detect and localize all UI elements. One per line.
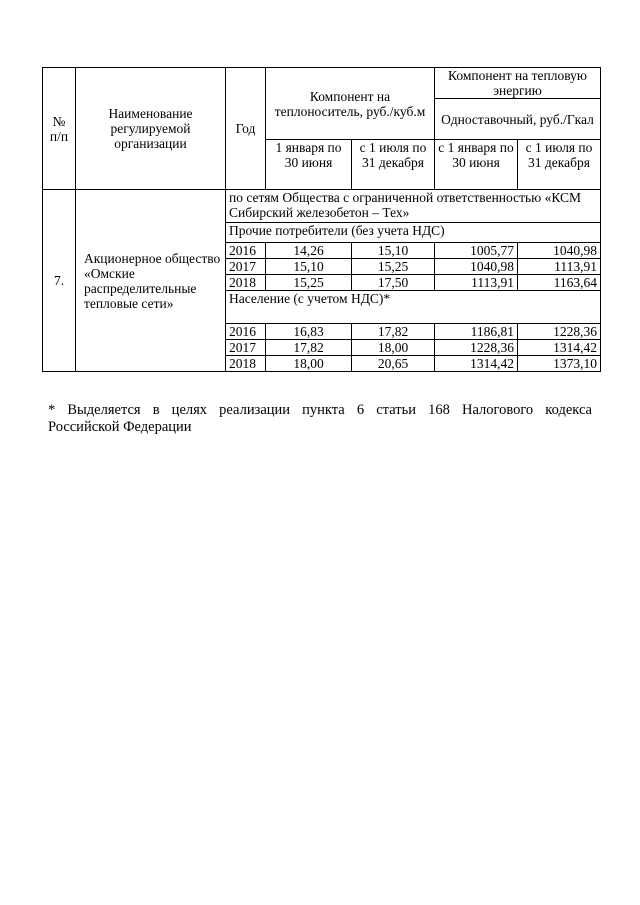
energy-h1-cell: 1040,98 (435, 259, 518, 275)
year-cell: 2017 (226, 259, 266, 275)
header-period-carrier-h2-text: с 1 июля по 31 декабря (359, 140, 427, 170)
carrier-h1-cell: 17,82 (266, 340, 352, 356)
carrier-h2-cell: 17,82 (352, 324, 435, 340)
group-population (226, 291, 601, 324)
header-number (43, 68, 76, 190)
carrier-h1-cell: 16,83 (266, 324, 352, 340)
header-number-text: № п/п (49, 113, 69, 144)
header-carrier-component-text: Компонент на теплоноситель, руб./куб.м (274, 88, 426, 119)
carrier-h2-cell: 15,10 (352, 243, 435, 259)
carrier-h1-cell: 14,26 (266, 243, 352, 259)
carrier-h1-cell: 15,25 (266, 275, 352, 291)
header-organization-text: Наименование регулируемой организации (108, 106, 193, 151)
header-energy-component-text: Компонент на тепловую энергию (448, 68, 588, 98)
header-carrier-component (266, 68, 435, 140)
header-organization (76, 68, 226, 190)
group-other-consumers-text: Прочие потребители (без учета НДС) (229, 223, 445, 238)
group-other-consumers (226, 223, 601, 243)
header-period-carrier-h2 (352, 140, 435, 190)
carrier-h1-cell: 18,00 (266, 356, 352, 372)
header-period-carrier-h1 (266, 140, 352, 190)
carrier-h1-cell: 15,10 (266, 259, 352, 275)
header-period-energy-h2 (518, 140, 601, 190)
header-period-carrier-h1-text: 1 января по 30 июня (275, 140, 342, 170)
network-note (226, 190, 601, 223)
header-period-energy-h2-text: с 1 июля по 31 декабря (525, 140, 593, 170)
energy-h1-cell: 1314,42 (435, 356, 518, 372)
year-cell: 2016 (226, 243, 266, 259)
row-number-text: 7. (53, 273, 65, 288)
energy-h2-cell: 1040,98 (518, 243, 601, 259)
row-number (43, 190, 76, 372)
group-population-text: Население (с учетом НДС)* (229, 291, 391, 306)
footnote (48, 402, 592, 436)
footnote-line-2: Российской Федерации (48, 419, 192, 435)
row-organization-text: Акционерное общество «Омские распределительные тепловые сети» (84, 250, 221, 311)
energy-h1-cell: 1186,81 (435, 324, 518, 340)
year-cell: 2018 (226, 275, 266, 291)
carrier-h2-cell: 20,65 (352, 356, 435, 372)
carrier-h2-cell: 15,25 (352, 259, 435, 275)
network-note-text: по сетям Общества с ограниченной ответственностью «КСМ Сибирский железобетон – Тех» (229, 190, 582, 220)
row-organization (76, 190, 226, 372)
tariff-table (42, 67, 601, 372)
energy-h1-cell: 1005,77 (435, 243, 518, 259)
energy-h2-cell: 1373,10 (518, 356, 601, 372)
header-year-text: Год (235, 121, 256, 136)
header-period-energy-h1 (435, 140, 518, 190)
footnote-line-1: * Выделяется в целях реализации пункта 6 статьи 168 Налогового кодекса (48, 402, 592, 418)
energy-h2-cell: 1314,42 (518, 340, 601, 356)
header-energy-component (435, 68, 601, 99)
carrier-h2-cell: 17,50 (352, 275, 435, 291)
year-cell: 2018 (226, 356, 266, 372)
energy-h1-cell: 1228,36 (435, 340, 518, 356)
year-cell: 2016 (226, 324, 266, 340)
header-single-rate (435, 99, 601, 140)
energy-h2-cell: 1113,91 (518, 259, 601, 275)
carrier-h2-cell: 18,00 (352, 340, 435, 356)
header-single-rate-text: Одноставочный, руб./Гкал (441, 111, 594, 127)
year-cell: 2017 (226, 340, 266, 356)
header-year (226, 68, 266, 190)
header-period-energy-h1-text: с 1 января по 30 июня (438, 140, 514, 170)
energy-h2-cell: 1228,36 (518, 324, 601, 340)
energy-h2-cell: 1163,64 (518, 275, 601, 291)
energy-h1-cell: 1113,91 (435, 275, 518, 291)
